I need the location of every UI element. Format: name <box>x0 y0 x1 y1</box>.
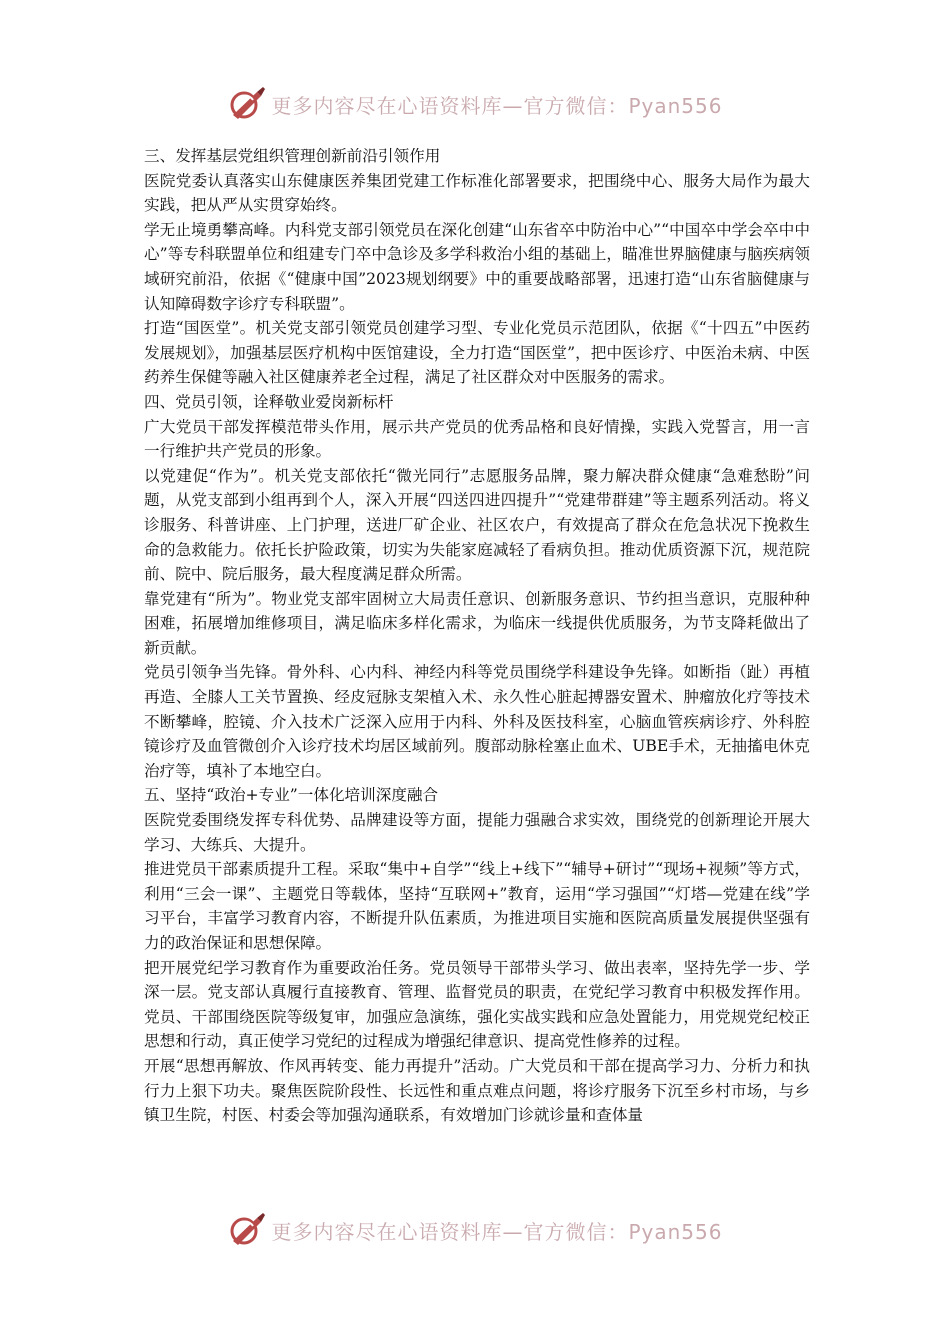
paragraph: 学无止境勇攀高峰。内科党支部引领党员在深化创建“山东省卒中防治中心”“中国卒中学会卒中中心”等专科联盟单位和组建专门卒中急诊及多学科救治小组的基础上，瞄准世界脑健康与脑疾病领域研究前沿，依据《“健康中国”2023规划纲要》中的重要战略部署，迅速打造“山东省脑健康与认知障碍数字诊疗专科联盟”。 <box>144 220 810 313</box>
document-body <box>144 144 810 1128</box>
paragraph: 党员引领争当先锋。骨外科、心内科、神经内科等党员围绕学科建设争先锋。如断指（趾）再植再造、全膝人工关节置换、经皮冠脉支架植入术、永久性心脏起搏器安置术、肿瘤放化疗等技术不断攀峰，腔镜、介入技术广泛深入应用于内科、外科及医技科室，心脑血管疾病诊疗、外科腔镜诊疗及血管微创介入诊疗技术均居区域前列。腹部动脉栓塞止血术、UBE手术，无抽搐电休克治疗等，填补了本地空白。 <box>144 663 810 780</box>
pen-logo-icon <box>227 84 267 124</box>
section-heading-5: 五、坚持“政治+专业”一体化培训深度融合 <box>144 786 439 805</box>
paragraph: 医院党委认真落实山东健康医养集团党建工作标准化部署要求，把围绕中心、服务大局作为最大实践，把从严从实贯穿始终。 <box>144 171 810 215</box>
paragraph: 广大党员干部发挥模范带头作用，展示共产党员的优秀品格和良好情操，实践入党誓言，用一言一行维护共产党员的形象。 <box>144 417 810 461</box>
paragraph: 靠党建有“所为”。物业党支部牢固树立大局责任意识、创新服务意识、节约担当意识，克服种种困难，拓展增加维修项目，满足临床多样化需求，为临床一线提供优质服务，为节支降耗做出了新贡献。 <box>144 589 810 657</box>
paragraph: 医院党委围绕发挥专科优势、品牌建设等方面，提能力强融合求实效，围绕党的创新理论开展大学习、大练兵、大提升。 <box>144 811 810 854</box>
paragraph: 把开展党纪学习教育作为重要政治任务。党员领导干部带头学习、做出表率，坚持先学一步、学深一层。党支部认真履行直接教育、管理、监督党员的职责，在党纪学习教育中积极发挥作用。党员、干部围绕医院等级复审，加强应急演练，强化实战实践和应急处置能力，用党规党纪校正思想和行动，真正使学习党纪的过程成为增强纪律意识、提高党性修养的过程。 <box>144 958 810 1051</box>
header-watermark <box>0 84 950 124</box>
paragraph: 打造“国医堂”。机关党支部引领党员创建学习型、专业化党员示范团队，依据《“十四五”中医药发展规划》，加强基层医疗机构中医馆建设，全力打造“国医堂”，把中医诊疗、中医治未病、中医药养生保健等融入社区健康养老全过程，满足了社区群众对中医服务的需求。 <box>144 319 810 387</box>
paragraph: 推进党员干部素质提升工程。采取“集中+自学”“线上+线下”“辅导+研讨”“现场+视频”等方式，利用“三会一课”、主题党日等载体，坚持“互联网+”教育，运用“学习强国”“灯塔—党建在线”学习平台，丰富学习教育内容，不断提升队伍素质，为推进项目实施和医院高质量发展提供坚强有力的政治保证和思想保障。 <box>144 860 810 952</box>
paragraph: 开展“思想再解放、作风再转变、能力再提升”活动。广大党员和干部在提高学习力、分析力和执行力上狠下功夫。聚焦医院阶段性、长远性和重点难点问题，将诊疗服务下沉至乡村市场，与乡镇卫生院，村医、村委会等加强沟通联系，有效增加门诊就诊量和查体量 <box>144 1056 810 1125</box>
footer-watermark <box>0 1210 950 1250</box>
section-heading-3: 三、发挥基层党组织管理创新前沿引领作用 <box>144 147 441 165</box>
watermark-text: 更多内容尽在心语资料库—官方微信：Pyan556 <box>271 1219 723 1244</box>
section-heading-4: 四、党员引领，诠释敬业爱岗新标杆 <box>144 392 394 411</box>
watermark-text: 更多内容尽在心语资料库—官方微信：Pyan556 <box>271 93 723 118</box>
paragraph: 以党建促“作为”。机关党支部依托“微光同行”志愿服务品牌，聚力解决群众健康“急难愁盼”问题，从党支部到小组再到个人，深入开展“四送四进四提升”“党建带群建”等主题系列活动。将义诊服务、科普讲座、上门护理，送进厂矿企业、社区农户，有效提高了群众在危急状况下挽救生命的急救能力。依托长护险政策，切实为失能家庭减轻了看病负担。推动优质资源下沉，规范院前、院中、院后服务，最大程度满足群众所需。 <box>144 466 810 584</box>
pen-logo-icon <box>227 1210 267 1250</box>
